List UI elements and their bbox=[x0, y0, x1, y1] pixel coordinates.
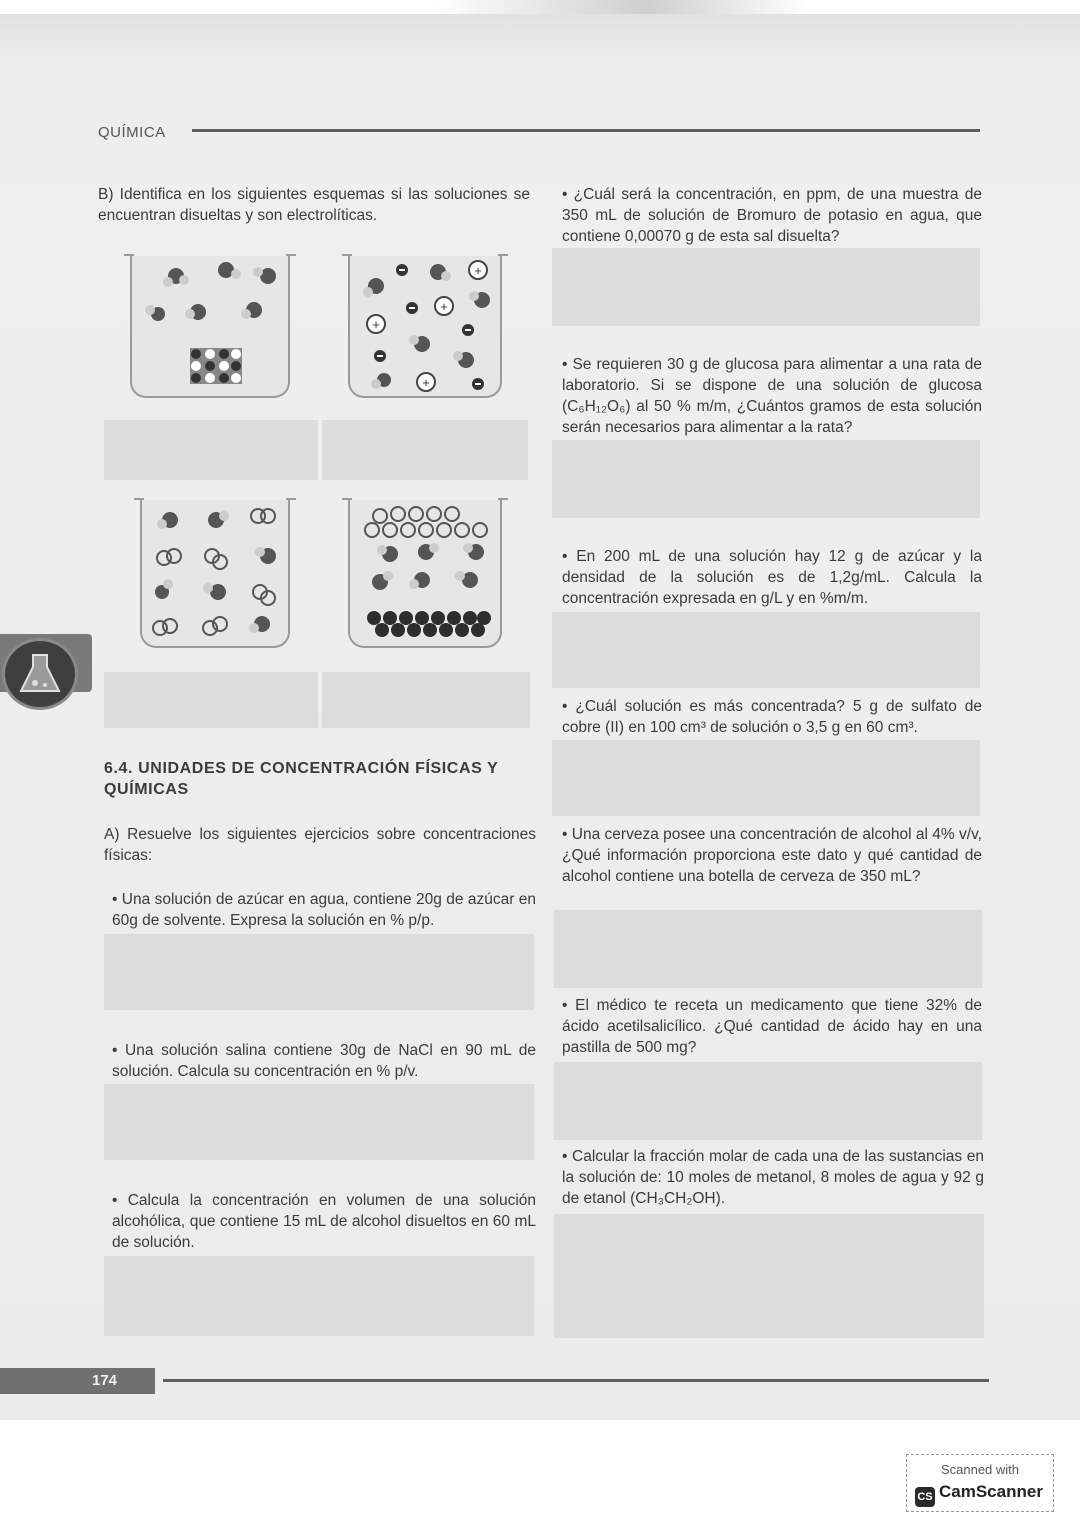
exercise-right-5: • Una cerveza posee una concentración de alcohol al 4% v/v, ¿Qué información proporciona este dato y qué cantidad de alcohol contiene una botella de cerveza de 350 mL? bbox=[562, 826, 982, 885]
answer-box-right-3[interactable] bbox=[552, 612, 980, 688]
flask-icon bbox=[2, 638, 78, 710]
exercise-right-1: • ¿Cuál será la concentración, en ppm, de una muestra de 350 mL de solución de Bromuro de potasio en agua, que contiene 0,00070 g de esta sal disuelta? bbox=[562, 186, 982, 245]
footer-rule bbox=[163, 1379, 989, 1382]
exercise-left-1: • Una solución de azúcar en agua, contiene 20g de azúcar en 60g de solvente. Expresa la solución en % p/p. bbox=[112, 891, 536, 929]
exercise-right-2: • Se requieren 30 g de glucosa para alimentar a una rata de laboratorio. Si se dispone de una solución de glucosa (C₆H₁₂O₆) al 50 % m/m, ¿Cuántos gramos de esta solución serán necesarios para alimentar a la rata? bbox=[562, 356, 982, 436]
answer-box-left-3[interactable] bbox=[104, 1256, 534, 1336]
svg-text:+: + bbox=[440, 299, 448, 314]
part-a-instruction: A) Resuelve los siguientes ejercicios sobre concentraciones físicas: bbox=[104, 826, 536, 864]
part-b-instruction: B) Identifica en los siguientes esquemas si las soluciones se encuentran disueltas y son electrolíticas. bbox=[98, 186, 530, 224]
molecule-diagram-2 bbox=[142, 500, 288, 646]
exercise-right-6: • El médico te receta un medicamento que tiene 32% de ácido acetilsalicílico. ¿Qué cantidad de ácido hay en una pastilla de 500 mg? bbox=[562, 997, 982, 1056]
answer-box-beaker-3[interactable] bbox=[104, 672, 318, 728]
answer-box-beaker-4[interactable] bbox=[322, 672, 530, 728]
exercise-right-3: • En 200 mL de una solución hay 12 g de azúcar y la densidad de la solución es de 1,2g/mL. Calcula la concentración expresada en g/L y en %m/m. bbox=[562, 548, 982, 607]
beaker-molecules-mixed bbox=[140, 500, 290, 648]
ion-diagram bbox=[350, 256, 500, 396]
scanner-caption: Scanned with bbox=[940, 1462, 1020, 1477]
scan-shadow bbox=[0, 0, 1080, 14]
section-title: 6.4. UNIDADES DE CONCENTRACIÓN FÍSICAS Y QUÍMICAS bbox=[104, 760, 499, 798]
exercise-right-4: • ¿Cuál solución es más concentrada? 5 g de sulfato de cobre (II) en 100 cm³ de solución o 3,5 g en 60 cm³. bbox=[562, 698, 982, 736]
answer-box-right-2[interactable] bbox=[552, 440, 980, 518]
answer-box-right-5[interactable] bbox=[554, 910, 982, 988]
page-number-tab bbox=[0, 1368, 155, 1394]
answer-box-right-4[interactable] bbox=[552, 740, 980, 816]
beaker-molecules-crystal bbox=[130, 256, 290, 398]
answer-box-beaker-2[interactable] bbox=[322, 420, 528, 480]
precipitate-diagram bbox=[350, 500, 500, 646]
molecule-diagram bbox=[132, 256, 288, 396]
answer-box-right-7[interactable] bbox=[554, 1214, 984, 1338]
svg-text:+: + bbox=[372, 317, 380, 332]
exercise-right-7: • Calcular la fracción molar de cada una de las sustancias en la solución de: 10 moles de metanol, 8 moles de agua y 92 g de etanol (CH₃CH₂OH). bbox=[562, 1148, 984, 1207]
answer-box-left-1[interactable] bbox=[104, 934, 534, 1010]
beaker-ions bbox=[348, 256, 502, 398]
header-title: QUÍMICA bbox=[98, 124, 166, 141]
svg-text:+: + bbox=[474, 263, 482, 278]
exercise-left-3: • Calcula la concentración en volumen de una solución alcohólica, que contiene 15 mL de alcohol disueltos en 60 mL de solución. bbox=[112, 1192, 536, 1251]
page-number: 174 bbox=[92, 1372, 118, 1389]
beaker-precipitate bbox=[348, 500, 502, 648]
scanner-brand: CamScanner bbox=[939, 1482, 1043, 1501]
header-rule bbox=[192, 129, 980, 132]
answer-box-right-1[interactable] bbox=[552, 248, 980, 326]
answer-box-beaker-1[interactable] bbox=[104, 420, 318, 480]
answer-box-left-2[interactable] bbox=[104, 1084, 534, 1160]
camscanner-logo-icon: CS bbox=[915, 1487, 935, 1507]
scanner-watermark bbox=[906, 1454, 1054, 1512]
exercise-left-2: • Una solución salina contiene 30g de NaCl en 90 mL de solución. Calcula su concentración en % p/v. bbox=[112, 1042, 536, 1080]
svg-text:+: + bbox=[422, 375, 430, 390]
answer-box-right-6[interactable] bbox=[554, 1062, 982, 1140]
scanner-brand-line bbox=[915, 1482, 1043, 1507]
flask-icon-drawing bbox=[5, 641, 75, 707]
